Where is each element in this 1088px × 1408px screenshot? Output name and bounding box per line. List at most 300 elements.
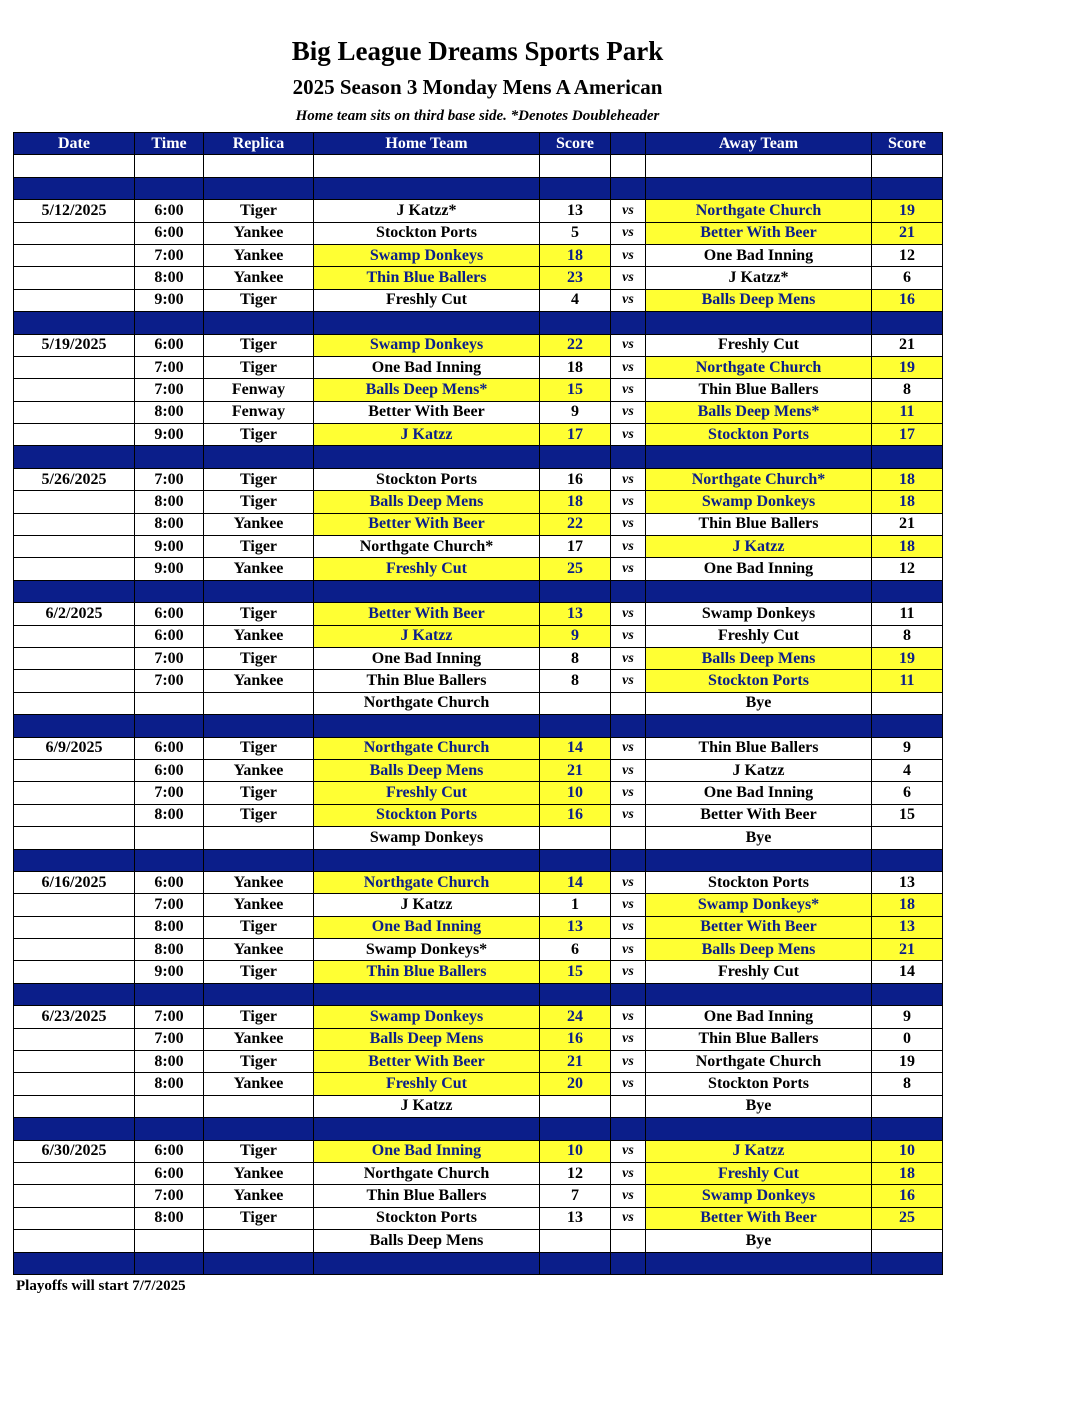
away-team: Freshly Cut [646, 961, 872, 983]
vs-label: vs [611, 244, 646, 266]
home-score: 9 [540, 401, 611, 423]
away-score: 19 [872, 200, 943, 222]
game-row [14, 759, 943, 781]
vs-label: vs [611, 1028, 646, 1050]
game-row [14, 894, 943, 916]
game-date [14, 1230, 135, 1252]
game-time: 7:00 [135, 356, 204, 378]
vs-label: vs [611, 289, 646, 311]
vs-label: vs [611, 894, 646, 916]
away-score [872, 1230, 943, 1252]
home-team: Balls Deep Mens [314, 491, 540, 513]
home-team: Northgate Church [314, 737, 540, 759]
game-row [14, 513, 943, 535]
away-team: Balls Deep Mens [646, 939, 872, 961]
week-separator-row [14, 715, 943, 737]
game-time: 9:00 [135, 961, 204, 983]
game-time: 9:00 [135, 424, 204, 446]
away-team: Better With Beer [646, 804, 872, 826]
home-team: Balls Deep Mens [314, 1028, 540, 1050]
away-team: J Katzz* [646, 267, 872, 289]
game-date: 5/12/2025 [14, 200, 135, 222]
game-date: 6/2/2025 [14, 603, 135, 625]
game-time: 6:00 [135, 737, 204, 759]
vs-label: vs [611, 670, 646, 692]
game-date: 5/26/2025 [14, 468, 135, 490]
game-time: 7:00 [135, 894, 204, 916]
game-time: 7:00 [135, 468, 204, 490]
home-team: Stockton Ports [314, 1207, 540, 1229]
game-field: Yankee [204, 939, 314, 961]
away-score: 21 [872, 222, 943, 244]
away-team: One Bad Inning [646, 782, 872, 804]
game-time: 9:00 [135, 558, 204, 580]
away-team: Freshly Cut [646, 334, 872, 356]
away-score: 18 [872, 536, 943, 558]
vs-label: vs [611, 379, 646, 401]
game-time: 6:00 [135, 1140, 204, 1162]
game-row [14, 1028, 943, 1050]
home-score: 15 [540, 379, 611, 401]
away-score: 17 [872, 424, 943, 446]
vs-label: vs [611, 401, 646, 423]
game-row [14, 961, 943, 983]
game-field: Tiger [204, 916, 314, 938]
away-score: 4 [872, 759, 943, 781]
home-team: J Katzz* [314, 200, 540, 222]
game-date [14, 289, 135, 311]
page-title: Big League Dreams Sports Park [291, 36, 664, 66]
home-team: J Katzz [314, 1095, 540, 1117]
home-score [540, 827, 611, 849]
home-score: 14 [540, 737, 611, 759]
home-team: Swamp Donkeys [314, 1006, 540, 1028]
home-team: Stockton Ports [314, 222, 540, 244]
away-team: One Bad Inning [646, 558, 872, 580]
home-score: 22 [540, 334, 611, 356]
game-date [14, 424, 135, 446]
game-row [14, 222, 943, 244]
week-separator-row [14, 177, 943, 199]
away-score: 19 [872, 356, 943, 378]
game-date: 6/16/2025 [14, 871, 135, 893]
home-score: 23 [540, 267, 611, 289]
week-separator-row [14, 1118, 943, 1140]
game-time: 6:00 [135, 200, 204, 222]
game-field: Yankee [204, 1162, 314, 1184]
game-date [14, 222, 135, 244]
home-score: 18 [540, 244, 611, 266]
home-score [540, 1095, 611, 1117]
game-field: Yankee [204, 244, 314, 266]
col-header-away-team: Away Team [646, 133, 872, 155]
game-row [14, 267, 943, 289]
home-team: Swamp Donkeys [314, 827, 540, 849]
game-field: Tiger [204, 536, 314, 558]
game-date [14, 1028, 135, 1050]
home-team: Swamp Donkeys [314, 334, 540, 356]
vs-label: vs [611, 200, 646, 222]
away-score: 16 [872, 1185, 943, 1207]
game-field: Yankee [204, 1185, 314, 1207]
game-row [14, 737, 943, 759]
away-team: Swamp Donkeys [646, 1185, 872, 1207]
away-team: Better With Beer [646, 1207, 872, 1229]
home-score: 22 [540, 513, 611, 535]
vs-label: vs [611, 804, 646, 826]
home-score: 13 [540, 200, 611, 222]
game-time: 6:00 [135, 334, 204, 356]
home-team: One Bad Inning [314, 916, 540, 938]
home-score: 12 [540, 1162, 611, 1184]
game-time: 9:00 [135, 536, 204, 558]
home-score: 17 [540, 536, 611, 558]
game-date [14, 1095, 135, 1117]
week-separator-row [14, 849, 943, 871]
vs-label: vs [611, 939, 646, 961]
away-score: 21 [872, 939, 943, 961]
game-time: 8:00 [135, 916, 204, 938]
blank-row [14, 155, 943, 177]
home-team: One Bad Inning [314, 647, 540, 669]
game-date [14, 759, 135, 781]
home-team: Thin Blue Ballers [314, 1185, 540, 1207]
away-score: 19 [872, 1051, 943, 1073]
vs-label: vs [611, 334, 646, 356]
game-row [14, 1162, 943, 1184]
away-team: Bye [646, 1095, 872, 1117]
vs-label: vs [611, 267, 646, 289]
home-score: 8 [540, 670, 611, 692]
game-row [14, 356, 943, 378]
home-team: Better With Beer [314, 1051, 540, 1073]
week-separator-row [14, 1252, 943, 1274]
game-row [14, 1051, 943, 1073]
away-score: 13 [872, 871, 943, 893]
away-score: 18 [872, 491, 943, 513]
home-team: Freshly Cut [314, 782, 540, 804]
away-score: 14 [872, 961, 943, 983]
game-row [14, 424, 943, 446]
game-date [14, 401, 135, 423]
game-row [14, 603, 943, 625]
game-date [14, 1073, 135, 1095]
away-team: Balls Deep Mens* [646, 401, 872, 423]
vs-label: vs [611, 1207, 646, 1229]
vs-label [611, 1230, 646, 1252]
game-row [14, 1207, 943, 1229]
away-team: J Katzz [646, 759, 872, 781]
vs-label [611, 827, 646, 849]
game-time: 7:00 [135, 1028, 204, 1050]
game-row [14, 1185, 943, 1207]
season-subtitle: 2025 Season 3 Monday Mens A American [292, 75, 663, 99]
vs-label: vs [611, 1140, 646, 1162]
home-score: 18 [540, 491, 611, 513]
home-score: 5 [540, 222, 611, 244]
home-score: 9 [540, 625, 611, 647]
away-team: J Katzz [646, 1140, 872, 1162]
home-team: Balls Deep Mens [314, 1230, 540, 1252]
game-field: Yankee [204, 1073, 314, 1095]
game-time: 6:00 [135, 625, 204, 647]
home-team: J Katzz [314, 894, 540, 916]
home-score: 13 [540, 1207, 611, 1229]
game-row [14, 1006, 943, 1028]
away-score: 11 [872, 670, 943, 692]
vs-label: vs [611, 356, 646, 378]
away-score: 10 [872, 1140, 943, 1162]
schedule-body [14, 155, 943, 1275]
game-date: 6/9/2025 [14, 737, 135, 759]
away-team: One Bad Inning [646, 1006, 872, 1028]
game-row [14, 536, 943, 558]
col-header-time: Time [135, 133, 204, 155]
game-field: Tiger [204, 961, 314, 983]
vs-label: vs [611, 1006, 646, 1028]
away-score: 18 [872, 894, 943, 916]
game-field: Yankee [204, 222, 314, 244]
game-date [14, 692, 135, 714]
game-field: Yankee [204, 894, 314, 916]
col-header-date: Date [14, 133, 135, 155]
game-row [14, 401, 943, 423]
game-time: 8:00 [135, 804, 204, 826]
home-team: Balls Deep Mens* [314, 379, 540, 401]
game-date [14, 267, 135, 289]
game-time: 7:00 [135, 379, 204, 401]
vs-label: vs [611, 603, 646, 625]
game-row [14, 871, 943, 893]
game-time: 8:00 [135, 401, 204, 423]
away-team: J Katzz [646, 536, 872, 558]
home-team: Balls Deep Mens [314, 759, 540, 781]
game-time: 8:00 [135, 513, 204, 535]
away-score: 8 [872, 625, 943, 647]
game-time [135, 1095, 204, 1117]
game-field: Yankee [204, 1028, 314, 1050]
away-score: 11 [872, 603, 943, 625]
game-date [14, 491, 135, 513]
week-separator-row [14, 580, 943, 602]
home-team: One Bad Inning [314, 356, 540, 378]
home-score: 13 [540, 916, 611, 938]
away-team: Stockton Ports [646, 1073, 872, 1095]
away-team: Thin Blue Ballers [646, 737, 872, 759]
vs-label: vs [611, 961, 646, 983]
home-score: 16 [540, 1028, 611, 1050]
vs-label: vs [611, 1073, 646, 1095]
game-time: 8:00 [135, 491, 204, 513]
vs-label [611, 1095, 646, 1117]
game-date: 6/23/2025 [14, 1006, 135, 1028]
game-row [14, 647, 943, 669]
home-score: 8 [540, 647, 611, 669]
game-time: 7:00 [135, 1006, 204, 1028]
game-field: Tiger [204, 468, 314, 490]
home-team: Better With Beer [314, 401, 540, 423]
game-row [14, 625, 943, 647]
home-score: 13 [540, 603, 611, 625]
col-header-home-team: Home Team [314, 133, 540, 155]
game-date [14, 558, 135, 580]
col-header-replica: Replica [204, 133, 314, 155]
game-date [14, 782, 135, 804]
game-field: Yankee [204, 670, 314, 692]
home-team: Northgate Church [314, 1162, 540, 1184]
table-header-row [14, 133, 943, 155]
home-team: Northgate Church [314, 692, 540, 714]
game-date: 6/30/2025 [14, 1140, 135, 1162]
game-row [14, 379, 943, 401]
game-field: Yankee [204, 558, 314, 580]
home-score: 17 [540, 424, 611, 446]
vs-label: vs [611, 1162, 646, 1184]
away-score: 8 [872, 1073, 943, 1095]
home-score: 15 [540, 961, 611, 983]
away-team: Northgate Church [646, 1051, 872, 1073]
away-team: Balls Deep Mens [646, 289, 872, 311]
game-time: 7:00 [135, 1185, 204, 1207]
home-team: Swamp Donkeys* [314, 939, 540, 961]
game-row [14, 827, 943, 849]
game-row [14, 244, 943, 266]
vs-label: vs [611, 737, 646, 759]
col-header-vs [611, 133, 646, 155]
game-field: Tiger [204, 289, 314, 311]
away-team: Freshly Cut [646, 1162, 872, 1184]
game-field: Yankee [204, 267, 314, 289]
game-row [14, 468, 943, 490]
game-time [135, 827, 204, 849]
away-score: 13 [872, 916, 943, 938]
game-row [14, 939, 943, 961]
home-team: Freshly Cut [314, 558, 540, 580]
home-team: Northgate Church* [314, 536, 540, 558]
game-field [204, 1095, 314, 1117]
home-score: 10 [540, 782, 611, 804]
game-date [14, 894, 135, 916]
away-score: 9 [872, 737, 943, 759]
away-team: Northgate Church [646, 356, 872, 378]
game-row [14, 1230, 943, 1252]
week-separator-row [14, 312, 943, 334]
game-row [14, 1073, 943, 1095]
game-field: Tiger [204, 782, 314, 804]
game-date [14, 513, 135, 535]
game-time: 6:00 [135, 603, 204, 625]
game-date [14, 827, 135, 849]
game-field [204, 827, 314, 849]
game-field: Tiger [204, 1006, 314, 1028]
schedule-table [13, 132, 943, 1275]
week-separator-row [14, 983, 943, 1005]
game-field: Tiger [204, 647, 314, 669]
away-score [872, 827, 943, 849]
away-score: 0 [872, 1028, 943, 1050]
game-field: Yankee [204, 871, 314, 893]
game-date [14, 1185, 135, 1207]
vs-label: vs [611, 1185, 646, 1207]
game-date [14, 1051, 135, 1073]
game-date [14, 625, 135, 647]
game-date [14, 379, 135, 401]
away-score [872, 692, 943, 714]
away-score: 18 [872, 1162, 943, 1184]
away-team: One Bad Inning [646, 244, 872, 266]
game-field: Fenway [204, 379, 314, 401]
away-team: Stockton Ports [646, 424, 872, 446]
vs-label: vs [611, 916, 646, 938]
playoffs-note: Playoffs will start 7/7/2025 [16, 1278, 186, 1294]
game-row [14, 334, 943, 356]
away-team: Northgate Church* [646, 468, 872, 490]
game-time [135, 692, 204, 714]
game-field: Fenway [204, 401, 314, 423]
away-team: Balls Deep Mens [646, 647, 872, 669]
game-row [14, 1140, 943, 1162]
home-team: Northgate Church [314, 871, 540, 893]
away-team: Northgate Church [646, 200, 872, 222]
game-field: Yankee [204, 625, 314, 647]
vs-label: vs [611, 1051, 646, 1073]
away-score: 11 [872, 401, 943, 423]
away-team: Thin Blue Ballers [646, 1028, 872, 1050]
away-team: Bye [646, 827, 872, 849]
game-field: Tiger [204, 1207, 314, 1229]
game-date [14, 670, 135, 692]
game-time: 7:00 [135, 670, 204, 692]
away-team: Swamp Donkeys [646, 603, 872, 625]
game-row [14, 916, 943, 938]
home-team: Thin Blue Ballers [314, 670, 540, 692]
game-time: 7:00 [135, 782, 204, 804]
home-team: One Bad Inning [314, 1140, 540, 1162]
home-team: Better With Beer [314, 603, 540, 625]
game-date: 5/19/2025 [14, 334, 135, 356]
vs-label: vs [611, 871, 646, 893]
home-score: 7 [540, 1185, 611, 1207]
home-team: Freshly Cut [314, 1073, 540, 1095]
game-date [14, 356, 135, 378]
away-score: 12 [872, 244, 943, 266]
away-score: 15 [872, 804, 943, 826]
away-score: 18 [872, 468, 943, 490]
game-row [14, 692, 943, 714]
home-team: J Katzz [314, 424, 540, 446]
vs-label: vs [611, 782, 646, 804]
game-date [14, 916, 135, 938]
game-time: 9:00 [135, 289, 204, 311]
game-row [14, 804, 943, 826]
home-score: 1 [540, 894, 611, 916]
game-field: Yankee [204, 759, 314, 781]
vs-label: vs [611, 513, 646, 535]
away-score: 21 [872, 513, 943, 535]
game-time: 8:00 [135, 1073, 204, 1095]
col-header-away-score: Score [872, 133, 943, 155]
away-score: 25 [872, 1207, 943, 1229]
away-score: 12 [872, 558, 943, 580]
home-score: 16 [540, 468, 611, 490]
game-time: 8:00 [135, 1051, 204, 1073]
game-field: Yankee [204, 513, 314, 535]
game-field [204, 692, 314, 714]
home-score: 10 [540, 1140, 611, 1162]
game-field: Tiger [204, 356, 314, 378]
game-row [14, 670, 943, 692]
game-date [14, 244, 135, 266]
